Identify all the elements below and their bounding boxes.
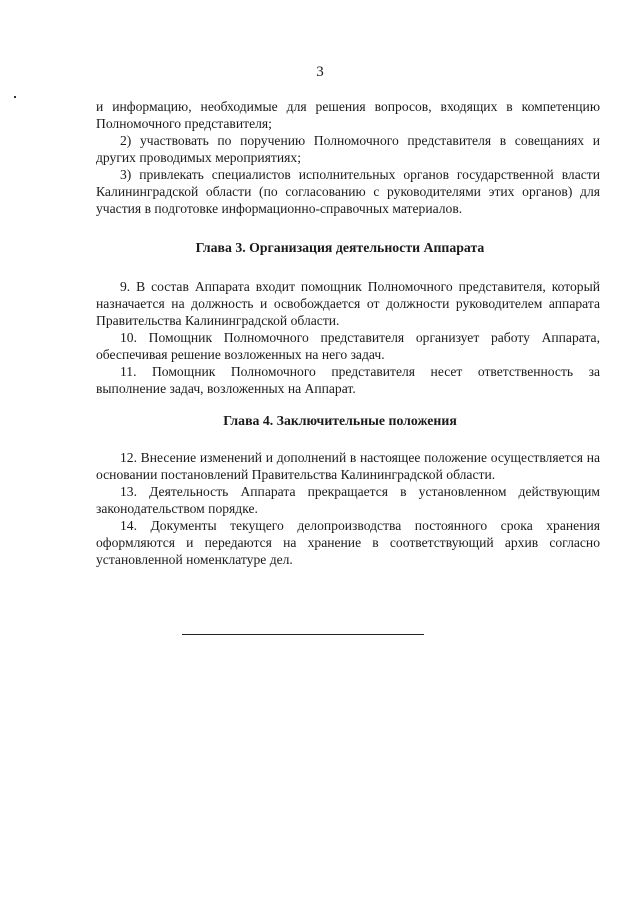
paragraph-11: 11. Помощник Полномочного представителя несет ответственность за выполнение задач, возложенных на Аппарат. (96, 364, 600, 396)
chapter-4-heading: Глава 4. Заключительные положения (223, 413, 457, 428)
paragraph-12: 12. Внесение изменений и дополнений в настоящее положение осуществляется на основании постановлений Правительства Калининградской области. (96, 450, 600, 482)
paragraph-item-3: 3) привлекать специалистов исполнительных органов государственной власти Калининградской области (по согласованию с руководителями этих органов) для участия в подготовке информационно-справочных материалов. (96, 167, 600, 216)
page-number: 3 (316, 64, 324, 80)
end-of-document-rule (182, 634, 424, 635)
paragraph-13: 13. Деятельность Аппарата прекращается в установленном действующим законодательством порядке. (96, 484, 600, 516)
chapter-3-heading: Глава 3. Организация деятельности Аппарата (195, 240, 485, 255)
paragraph-9: 9. В состав Аппарата входит помощник Полномочного представителя, который назначается на должность и освобождается от должности руководителем аппарата Правительства Калининградской области. (96, 279, 600, 328)
paragraph-10: 10. Помощник Полномочного представителя организует работу Аппарата, обеспечивая решение возложенных на него задач. (96, 330, 600, 362)
chapter-3-body (96, 278, 600, 397)
paragraph-14: 14. Документы текущего делопроизводства постоянного срока хранения оформляются и передаются на хранение в соответствующий архив согласно установленной номенклатуре дел. (96, 518, 600, 567)
chapter-4-body (96, 449, 600, 568)
section-top (96, 98, 600, 217)
paragraph-continuation: и информацию, необходимые для решения вопросов, входящих в компетенцию Полномочного представителя; (96, 99, 600, 131)
scan-speck (14, 96, 16, 98)
paragraph-item-2: 2) участвовать по поручению Полномочного представителя в совещаниях и других проводимых мероприятиях; (96, 133, 600, 165)
